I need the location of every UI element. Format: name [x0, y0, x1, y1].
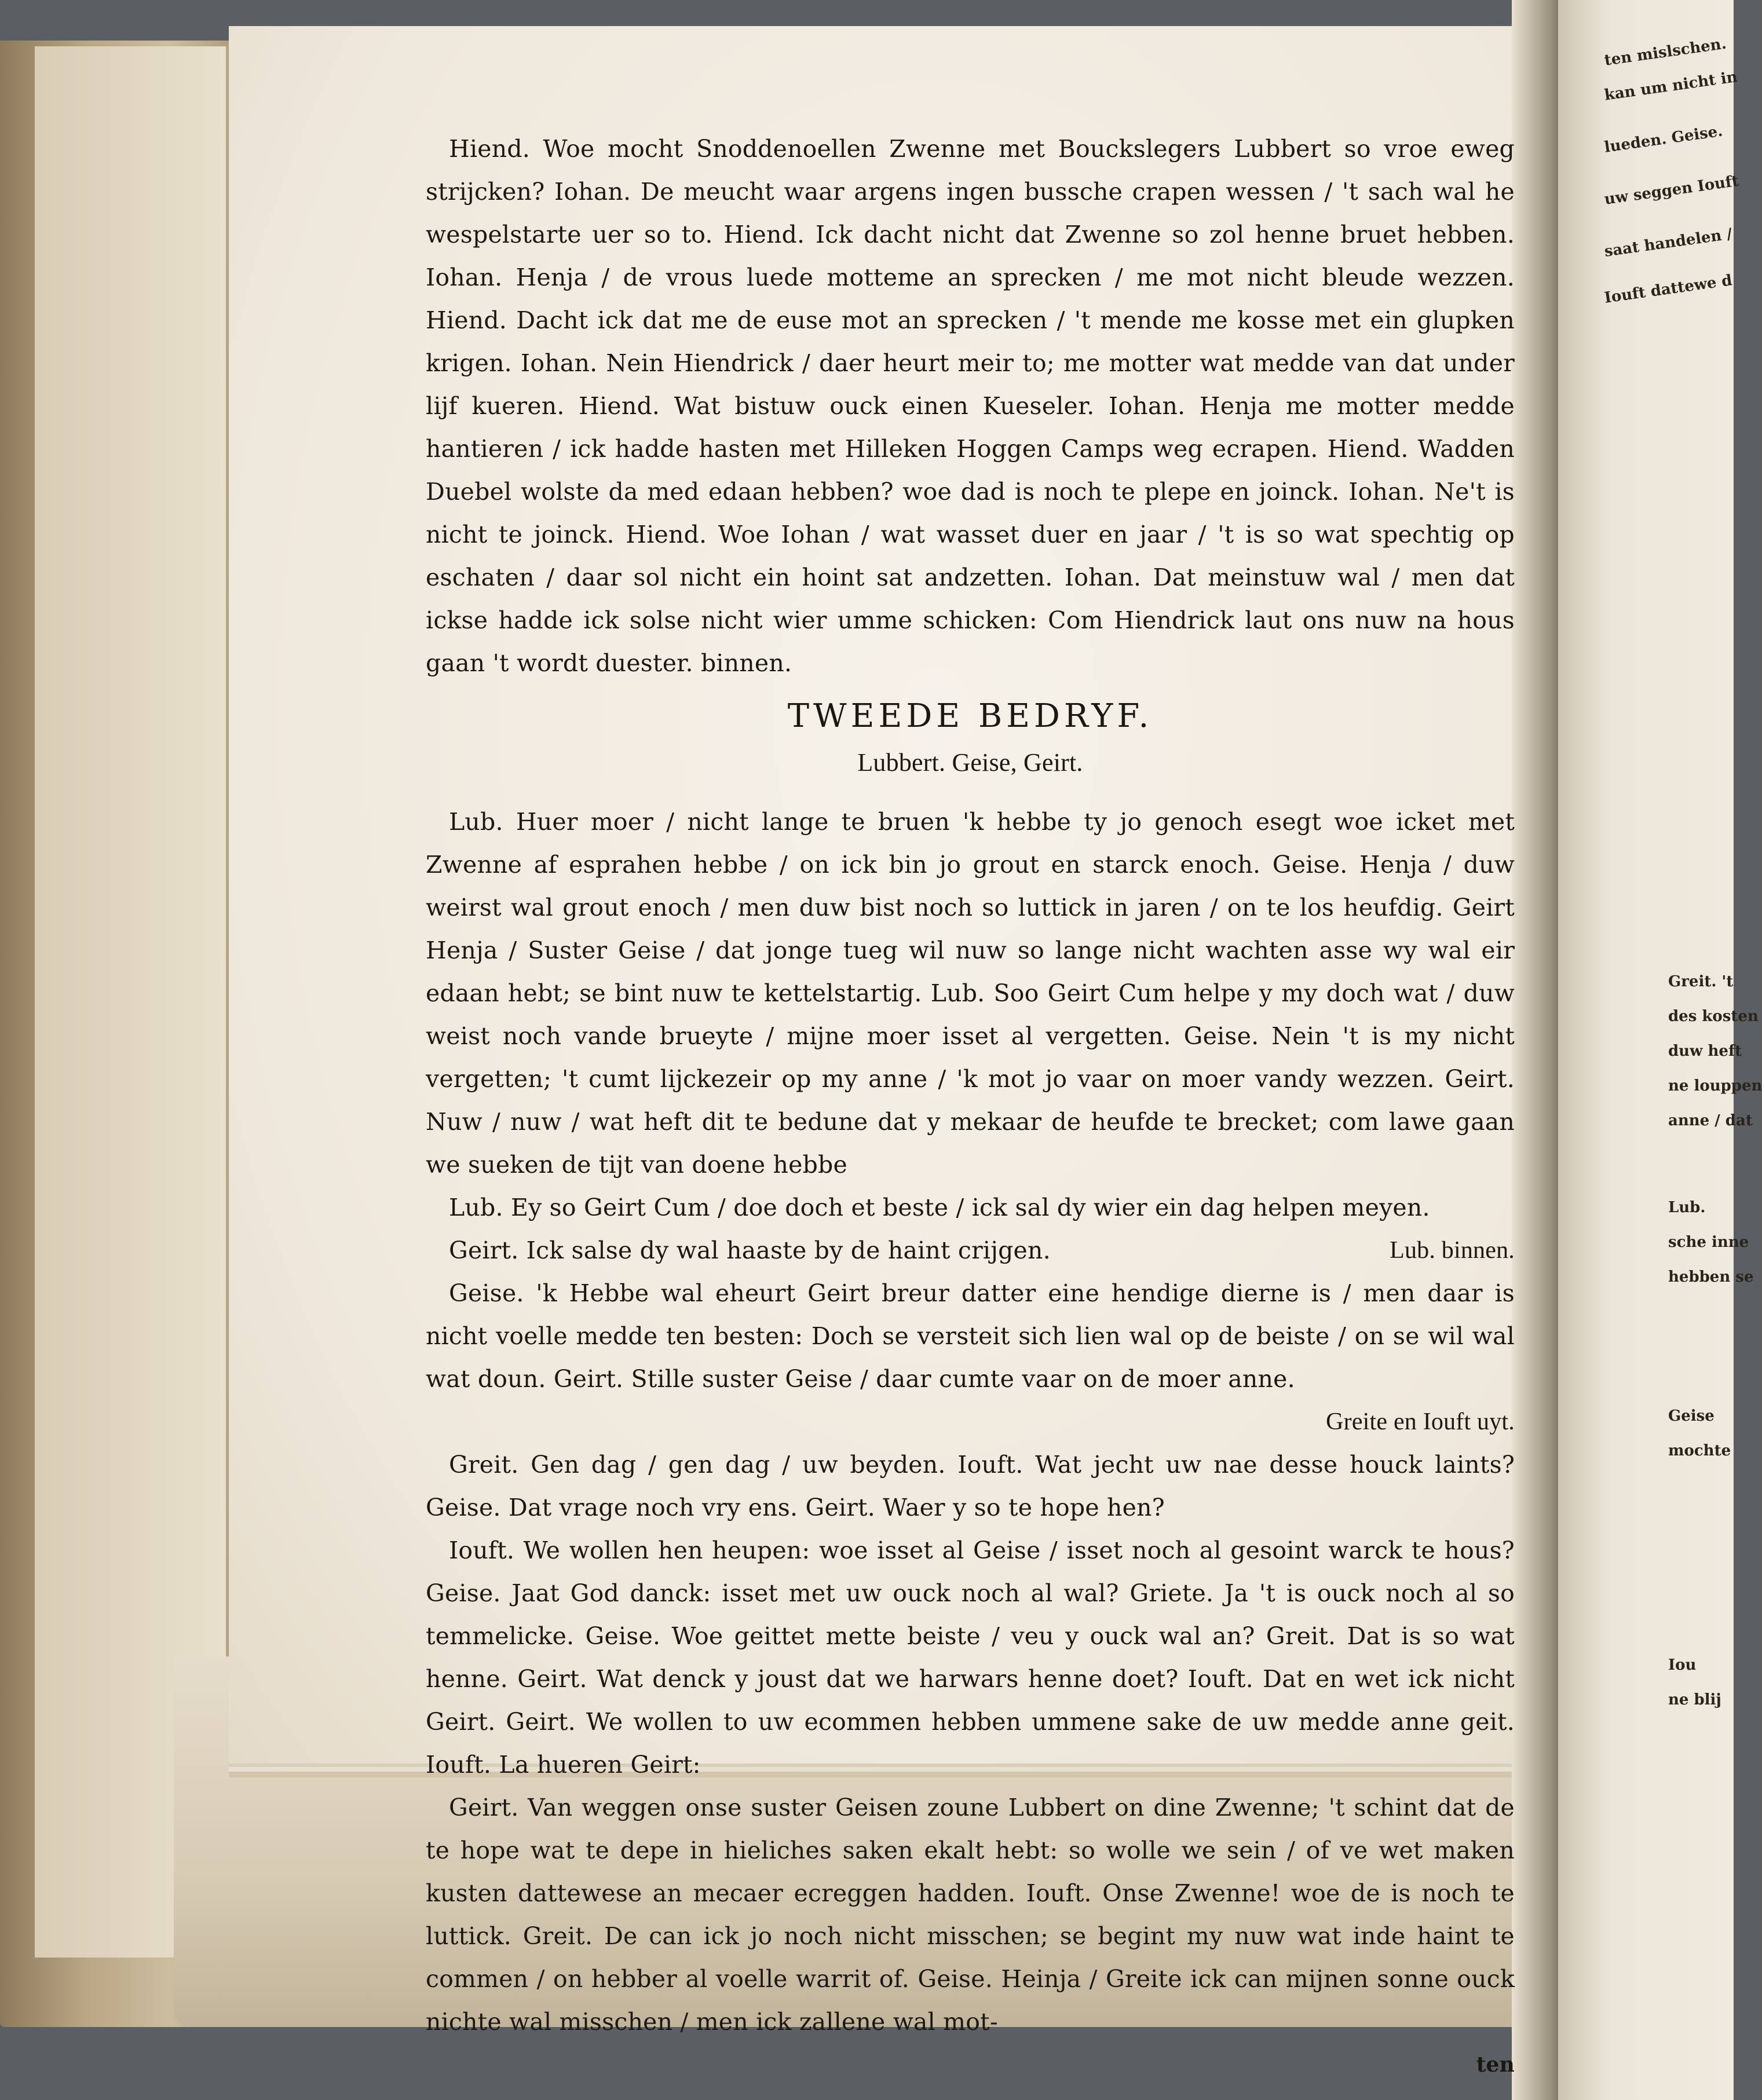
right-page-line: hebben se	[1668, 1268, 1754, 1286]
stage-direction-enter: Greite en Iouft uyt.	[1326, 1408, 1515, 1435]
right-page-line: Iou	[1668, 1656, 1697, 1674]
act-heading: TWEEDE BEDRYF.	[787, 697, 1153, 735]
right-page-line: des kosten	[1668, 1008, 1759, 1025]
right-page-fragment	[1558, 0, 1762, 2100]
right-page-line: Greit. 't	[1668, 973, 1734, 990]
stage-direction-exit: Lub. binnen.	[1390, 1237, 1515, 1264]
dialogue-paragraph: Lub. Huer moer / nicht lange te bruen 'k hebbe ty jo genoch esegt woe icket met Zwenne af esprahen hebbe / on ick bin jo grout en starck enoch. Geise. Henja / duw weirst wal grout enoch / men duw bist noch so luttick in jaren / on te los heufdig. Geirt Henja / Suster Geise / dat jonge tueg wil nuw so lange nicht wachten asse wy wal eir edaan hebt; se bint nuw te kettelstartig. Lub. Soo Geirt Cum helpe y my doch wat / duw weist noch vande brueyte / mijne moer isset al vergetten. Geise. Nein 't is my nicht vergetten; 't cumt lijckezeir op my anne / 'k mot jo vaar on moer vandy wezzen. Geirt. Nuw / nuw / wat heft dit te bedune dat y mekaar de heufde te brecket; com lawe gaan we sueken de tijt van doene hebbe	[426, 808, 1515, 1179]
right-page-line: uw seggen Iouft	[1603, 172, 1740, 208]
dialogue-paragraph: Greit. Gen dag / gen dag / uw beyden. Iouft. Wat jecht uw nae desse houck laints? Geise. Dat vrage noch vry ens. Geirt. Waer y so te hope hen?	[426, 1451, 1515, 1521]
right-page-line: Lub.	[1668, 1199, 1706, 1216]
right-page-line: ne blij	[1668, 1691, 1721, 1708]
right-page-line: ne louppen	[1668, 1077, 1762, 1095]
right-page-line: mochte	[1668, 1442, 1731, 1459]
dialogue-paragraph: Lub. Ey so Geirt Cum / doe doch et beste / ick sal dy wier ein dag helpen meyen.	[449, 1194, 1430, 1221]
right-page-line: Geise	[1668, 1407, 1715, 1425]
right-page-line: kan um nicht in	[1603, 68, 1739, 104]
right-page-line: ten mislschen.	[1603, 35, 1728, 69]
right-page-line: Iouft dattewe d	[1603, 272, 1734, 307]
dialogue-paragraph: Geirt. Van weggen onse suster Geisen zoune Lubbert on dine Zwenne; 't schint dat de te hope wat te depe in hieliches saken ekalt hebt: so wolle we sein / of ve wet maken kusten dattewese an mecaer ecreggen hadden. Iouft. Onse Zwenne! woe de is noch te luttick. Greit. De can ick jo noch nicht misschen; se begint my nuw wat inde haint te commen / on hebber al voelle warrit of. Geise. Heinja / Greite ick can mijnen sonne ouck nichte wal misschen / men ick zallene wal mot-	[426, 1794, 1515, 2036]
right-page-line: lueden. Geise.	[1603, 122, 1724, 156]
dialogue-paragraph: Iouft. We wollen hen heupen: woe isset al Geise / isset noch al gesoint warck te hous? Geise. Jaat God danck: isset met uw ouck noch al wal? Griete. Ja 't is ouck noch al so temmelicke. Geise. Woe geittet mette beiste / veu y ouck wal an? Greit. Dat is so wat henne. Geirt. Wat denck y joust dat we harwars henne doet? Iouft. Dat en wet ick nicht Geirt. Geirt. We wollen to uw ecommen hebben ummene sake de uw medde anne geit. Iouft. La hueren Geirt:	[426, 1536, 1515, 1779]
right-page-line: duw heft	[1668, 1042, 1742, 1060]
right-page-line: anne / dat	[1668, 1112, 1753, 1129]
page-text-block	[426, 127, 1515, 2086]
dialogue-paragraph: Hiend. Woe mocht Snoddenoellen Zwenne met Bouckslegers Lubbert so vroe eweg strijcken? Iohan. De meucht waar argens ingen bussche crapen wessen / 't sach wal he wespelstarte uer so to. Hiend. Ick dacht nicht dat Zwenne so zol henne bruet hebben. Iohan. Henja / de vrous luede motteme an sprecken / me mot nicht bleude wezzen. Hiend. Dacht ick dat me de euse mot an sprecken / 't mende me kosse met ein glupken krigen. Iohan. Nein Hiendrick / daer heurt meir to; me motter wat medde van dat under lijf kueren. Hiend. Wat bistuw ouck einen Kueseler. Iohan. Henja me motter medde hantieren / ick hadde hasten met Hilleken Hoggen Camps weg ecrapen. Hiend. Wadden Duebel wolste da med edaan hebben? woe dad is noch te plepe en joinck. Iohan. Ne't is nicht te joinck. Hiend. Woe Iohan / wat wasset duer en jaar / 't is so wat spechtig op eschaten / daar sol nicht ein hoint sat andzetten. Iohan. Dat meinstuw wal / men dat ickse hadde ick solse nicht wier umme schicken: Com Hiendrick laut ons nuw na hous gaan 't wordt duester. binnen.	[426, 135, 1515, 677]
right-page-line: sche inne	[1668, 1234, 1749, 1251]
dialogue-paragraph: Geirt. Ick salse dy wal haaste by de haint crijgen.	[449, 1236, 1051, 1264]
character-list: Lubbert. Geise, Geirt.	[857, 748, 1083, 777]
right-page-line: saat handelen /	[1603, 225, 1734, 261]
dialogue-paragraph: Geise. 'k Hebbe wal eheurt Geirt breur datter eine hendige dierne is / men daar is nicht voelle medde ten besten: Doch se versteit sich lien wal op de beiste / on se wil wal wat doun. Geirt. Stille suster Geise / daar cumte vaar on de moer anne.	[426, 1279, 1515, 1393]
catchword: ten	[1476, 2053, 1515, 2077]
